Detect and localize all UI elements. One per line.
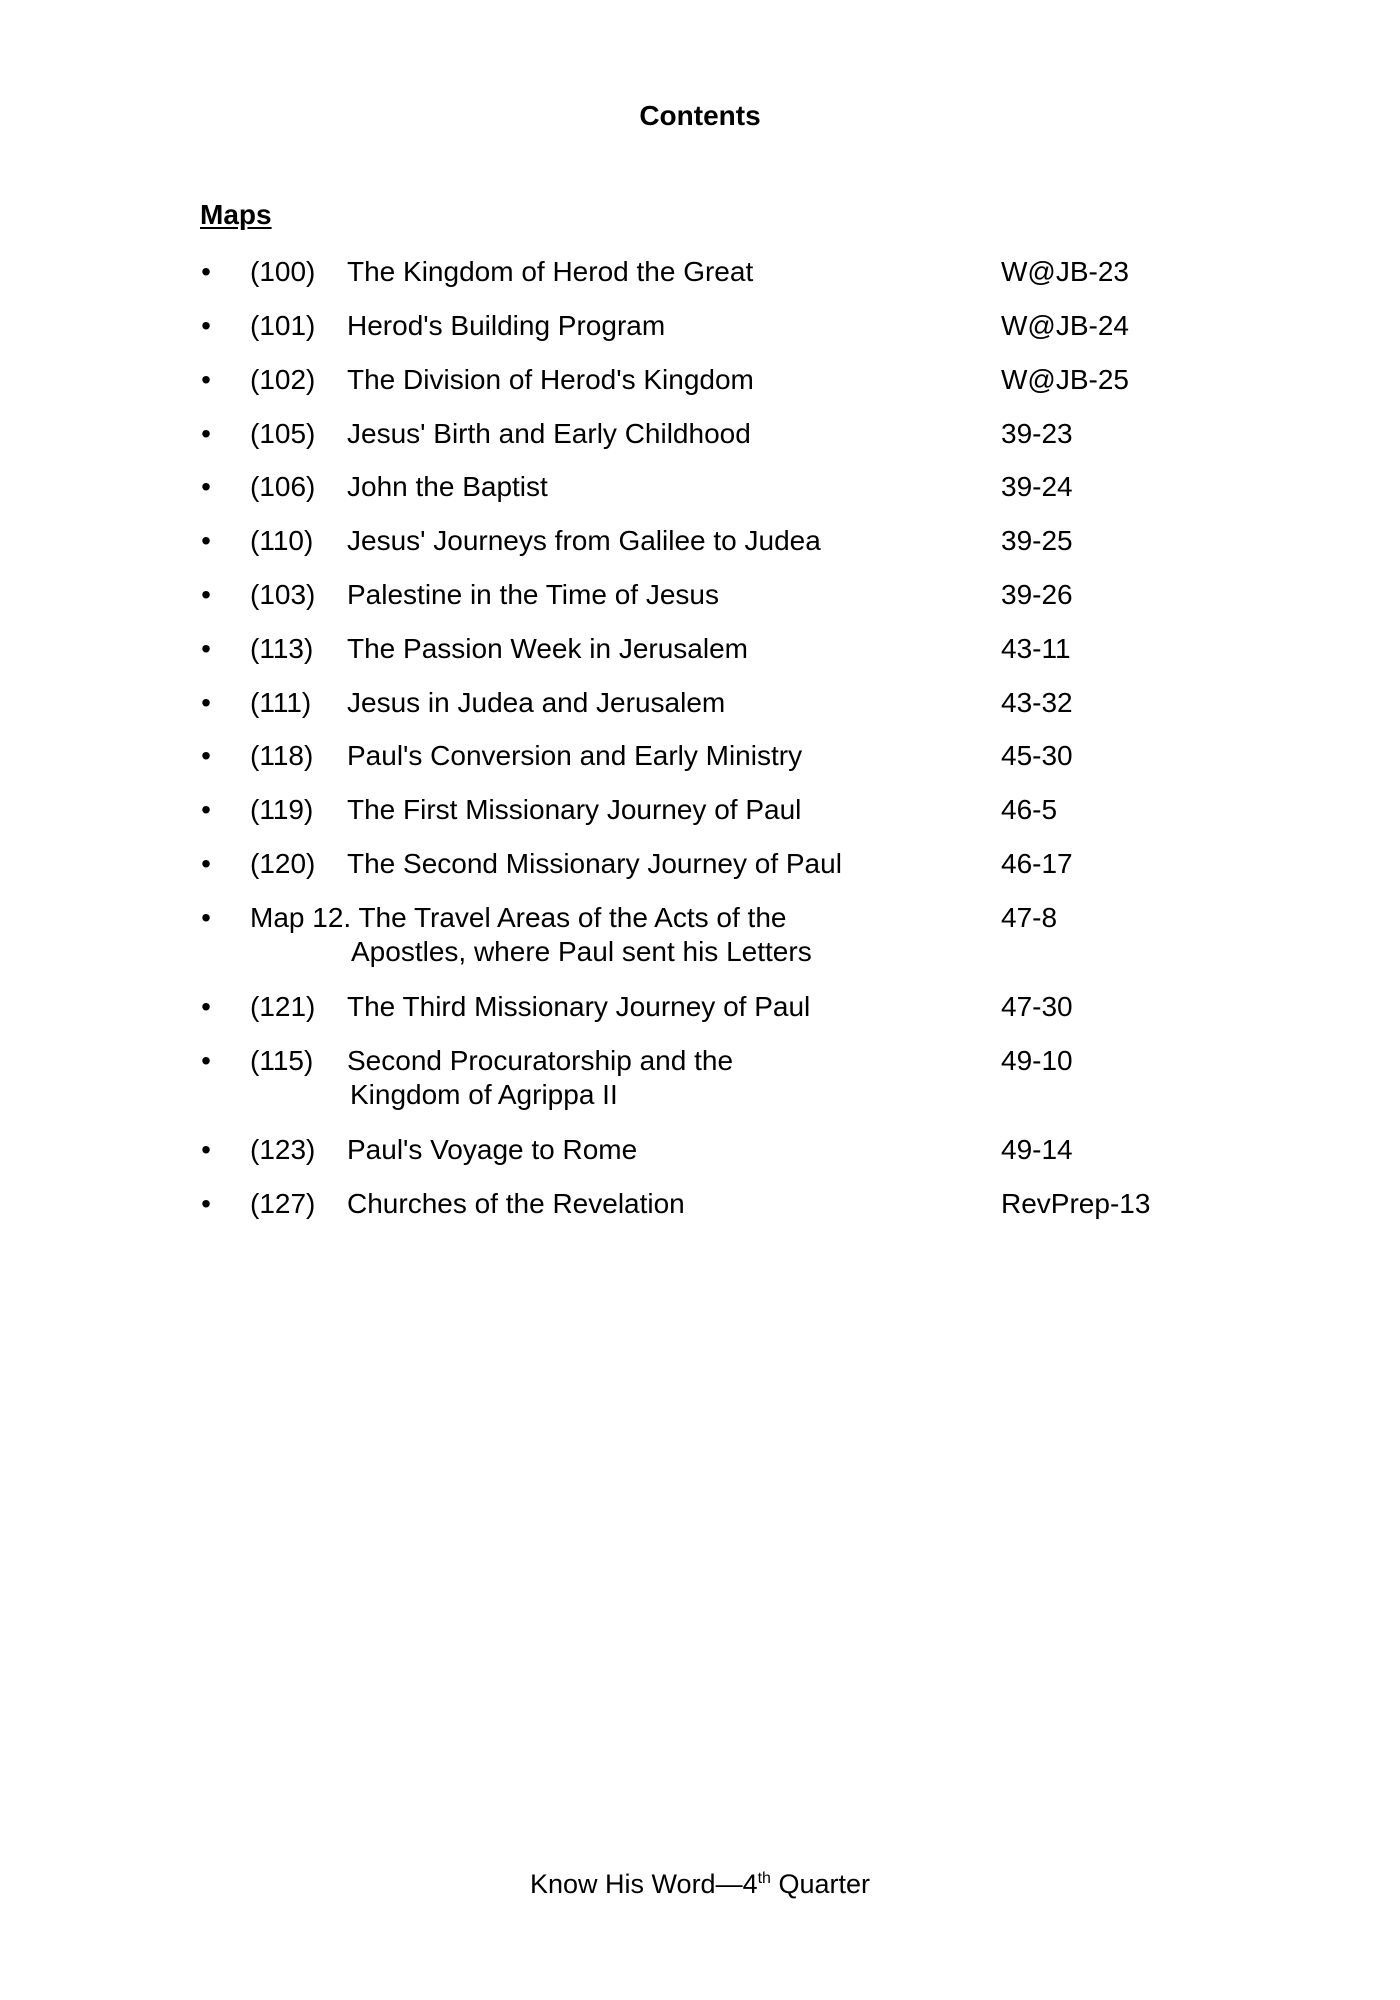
entry-page-ref: W@JB-23	[1001, 256, 1129, 287]
entry-title	[347, 1044, 967, 1112]
bullet-icon: •	[201, 991, 211, 1022]
entry-page-ref: W@JB-24	[1001, 310, 1129, 341]
entry-title: The First Missionary Journey of Paul	[347, 794, 802, 825]
bullet-icon: •	[201, 902, 211, 933]
entry-title-line2: Kingdom of Agrippa II	[350, 1079, 618, 1110]
entry-code: (121)	[250, 991, 316, 1022]
entry-code: (115)	[250, 1045, 314, 1076]
entry-code: (111)	[250, 687, 312, 718]
entry-title-line1: The Travel Areas of the Acts of the	[358, 902, 787, 933]
entry-title: Paul's Conversion and Early Ministry	[347, 740, 803, 771]
bullet-icon: •	[201, 1134, 211, 1165]
entry-code: (119)	[250, 794, 314, 825]
entry-title: Palestine in the Time of Jesus	[347, 579, 719, 610]
entry-title: Jesus' Birth and Early Childhood	[347, 418, 751, 449]
bullet-icon: •	[201, 418, 211, 449]
entry-page-ref: 39-25	[1001, 525, 1073, 556]
bullet-icon: •	[201, 794, 211, 825]
entry-code: (123)	[250, 1134, 316, 1165]
entry-title-line1: Second Procuratorship and the	[347, 1045, 734, 1076]
entry-code: (103)	[250, 579, 316, 610]
entry-page-ref: 46-17	[1001, 848, 1073, 879]
entry-page-ref: 43-11	[1001, 633, 1071, 664]
entry-code: (120)	[250, 848, 316, 879]
entry-code: (106)	[250, 471, 316, 502]
entry-title: Jesus in Judea and Jerusalem	[347, 687, 726, 718]
entry-code: (102)	[250, 364, 316, 395]
entry-page-ref: 39-23	[1001, 418, 1073, 449]
entry-map-label: Map 12.	[250, 902, 352, 933]
bullet-icon: •	[201, 848, 211, 879]
page-footer	[0, 1869, 1400, 1900]
entry-page-ref: 47-30	[1001, 991, 1073, 1022]
entry-page-ref: W@JB-25	[1001, 364, 1129, 395]
entry-title: Paul's Voyage to Rome	[347, 1134, 638, 1165]
section-heading-maps: Maps	[200, 199, 272, 230]
footer-text-end: Quarter	[770, 1869, 870, 1899]
entry-code: (100)	[250, 256, 316, 287]
entry-page-ref: 45-30	[1001, 740, 1073, 771]
entry-code: (118)	[250, 740, 314, 771]
entry-code: (127)	[250, 1188, 316, 1219]
entry-page-ref: 47-8	[1001, 902, 1058, 933]
entry-page-ref: 39-26	[1001, 579, 1073, 610]
entry-page-ref: 39-24	[1001, 471, 1073, 502]
entry-page-ref: 49-10	[1001, 1045, 1073, 1076]
entry-title: The Second Missionary Journey of Paul	[347, 848, 842, 879]
page-title: Contents	[639, 100, 761, 131]
bullet-icon: •	[201, 1045, 211, 1076]
entry-title: Churches of the Revelation	[347, 1188, 685, 1219]
entry-title: The Division of Herod's Kingdom	[347, 364, 754, 395]
bullet-icon: •	[201, 310, 211, 341]
entry-title: The Kingdom of Herod the Great	[347, 256, 754, 287]
entry-code: (105)	[250, 418, 316, 449]
bullet-icon: •	[201, 256, 211, 287]
entry-code: (113)	[250, 633, 314, 664]
bullet-icon: •	[201, 740, 211, 771]
entry-page-ref: RevPrep-13	[1001, 1188, 1151, 1219]
entry-page-ref: 49-14	[1001, 1134, 1073, 1165]
entry-page-ref: 43-32	[1001, 687, 1073, 718]
entry-code: (101)	[250, 310, 316, 341]
footer-text: Know His Word—4	[530, 1869, 758, 1899]
footer-superscript: th	[757, 1870, 771, 1887]
bullet-icon: •	[201, 364, 211, 395]
entry-title: John the Baptist	[347, 471, 548, 502]
entry-title: Jesus' Journeys from Galilee to Judea	[347, 525, 821, 556]
bullet-icon: •	[201, 687, 211, 718]
bullet-icon: •	[201, 471, 211, 502]
bullet-icon: •	[201, 1188, 211, 1219]
entry-title: The Third Missionary Journey of Paul	[347, 991, 811, 1022]
entry-title: Herod's Building Program	[347, 310, 666, 341]
bullet-icon: •	[201, 525, 211, 556]
entry-code: (110)	[250, 525, 314, 556]
bullet-icon: •	[201, 579, 211, 610]
bullet-icon: •	[201, 633, 211, 664]
entry-title	[250, 901, 950, 969]
entry-title: The Passion Week in Jerusalem	[347, 633, 748, 664]
entry-page-ref: 46-5	[1001, 794, 1058, 825]
entry-title-line2: Apostles, where Paul sent his Letters	[351, 936, 812, 967]
